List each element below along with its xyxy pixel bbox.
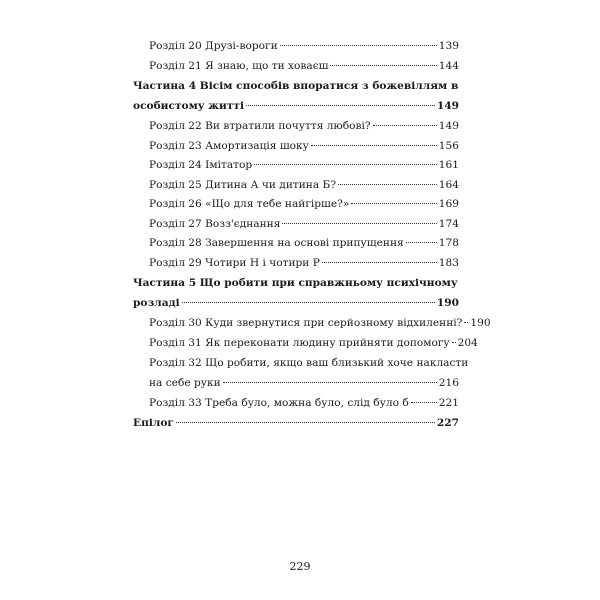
toc-entry-title: Розділ 20 Друзі-вороги xyxy=(149,40,278,52)
toc-page-number: 178 xyxy=(438,237,459,249)
toc-entry-title: Розділ 21 Я знаю, що ти ховаєш xyxy=(149,59,329,72)
toc-entry-title: Розділ 24 Імітатор xyxy=(149,159,253,171)
toc-entry xyxy=(133,394,459,414)
toc-entry xyxy=(133,234,459,254)
toc-entry xyxy=(133,314,491,334)
dot-leader xyxy=(182,302,435,303)
toc-page-number: 183 xyxy=(438,256,459,269)
dot-leader xyxy=(282,223,436,224)
toc-entry-title-line1: Розділ 32 Що робити, якщо ваш близький хоче накласти xyxy=(149,357,469,369)
toc-entry-title-line2: на себе руки xyxy=(149,376,221,389)
toc-page-number: 144 xyxy=(438,59,459,72)
toc-entry xyxy=(133,215,459,235)
dot-leader xyxy=(406,242,437,243)
toc-page-number: 139 xyxy=(438,40,459,52)
dot-leader xyxy=(311,145,437,146)
toc-entry xyxy=(133,37,459,57)
toc-entry xyxy=(133,57,459,77)
dot-leader xyxy=(373,125,437,126)
toc-page-number: 174 xyxy=(438,217,459,230)
toc-entry xyxy=(133,176,459,196)
toc-entry-title: Розділ 23 Амортизація шоку xyxy=(149,139,309,152)
toc-entry-title: Розділ 26 «Що для тебе найгірше?» xyxy=(149,198,350,210)
toc-entry-title-line2: особистому житті xyxy=(133,99,244,112)
toc-page-number: 164 xyxy=(438,178,459,191)
dot-leader xyxy=(411,402,437,403)
toc-page-number: 149 xyxy=(436,99,459,112)
toc-entry-title: Розділ 25 Дитина А чи дитина Б? xyxy=(149,178,337,191)
toc-entry-title: Розділ 31 Як переконати людину прийняти допомогу xyxy=(149,336,450,349)
dot-leader xyxy=(452,342,456,343)
toc-page-number: 156 xyxy=(438,139,459,152)
toc-entry xyxy=(133,137,459,157)
toc-entry xyxy=(133,156,459,176)
toc-page-number: 221 xyxy=(438,397,459,409)
toc-entry xyxy=(133,334,478,354)
dot-leader xyxy=(176,422,435,423)
toc-page-number: 169 xyxy=(438,198,459,210)
toc-entry-title-line1: Частина 4 Вісім способів впоратися з божевіллям в xyxy=(133,80,459,92)
toc-entry-title: Розділ 22 Ви втратили почуття любові? xyxy=(149,120,371,132)
toc-part-heading xyxy=(133,77,459,116)
toc-page-number: 190 xyxy=(436,296,459,309)
toc-page-number: 149 xyxy=(438,120,459,132)
toc-entry-title: Розділ 33 Треба було, можна було, слід було б xyxy=(149,397,409,409)
toc-page-number: 204 xyxy=(457,336,478,349)
toc-entry-title: Розділ 30 Куди звернутися при серйозному відхиленні? xyxy=(149,317,463,329)
dot-leader xyxy=(322,262,437,263)
dot-leader xyxy=(464,322,468,323)
table-of-contents xyxy=(133,37,491,433)
page-number: 229 xyxy=(289,560,311,573)
toc-entry-title-line1: Частина 5 Що робити при справжньому психічному xyxy=(133,277,458,289)
toc-entry xyxy=(133,117,459,137)
toc-entry-title: Розділ 28 Завершення на основі припущення xyxy=(149,237,404,249)
dot-leader xyxy=(330,65,436,66)
toc-entry xyxy=(133,354,469,393)
toc-page-number: 227 xyxy=(436,416,459,429)
toc-page-number: 216 xyxy=(438,376,459,389)
toc-entry xyxy=(133,254,459,274)
toc-part-heading xyxy=(133,274,459,313)
dot-leader xyxy=(246,105,435,106)
dot-leader xyxy=(338,184,437,185)
toc-entry-title: Епілог xyxy=(133,416,174,429)
dot-leader xyxy=(351,203,436,204)
dot-leader xyxy=(254,164,437,165)
dot-leader xyxy=(280,45,437,46)
toc-epilogue xyxy=(133,414,459,434)
toc-page-number: 161 xyxy=(438,159,459,171)
toc-entry-title-line2: розладі xyxy=(133,296,180,309)
toc-entry-title: Розділ 29 Чотири Н і чотири Р xyxy=(149,256,320,269)
toc-entry-title: Розділ 27 Возз'єднання xyxy=(149,217,281,230)
toc-page-number: 190 xyxy=(470,317,491,329)
toc-entry xyxy=(133,195,459,215)
dot-leader xyxy=(223,382,437,383)
